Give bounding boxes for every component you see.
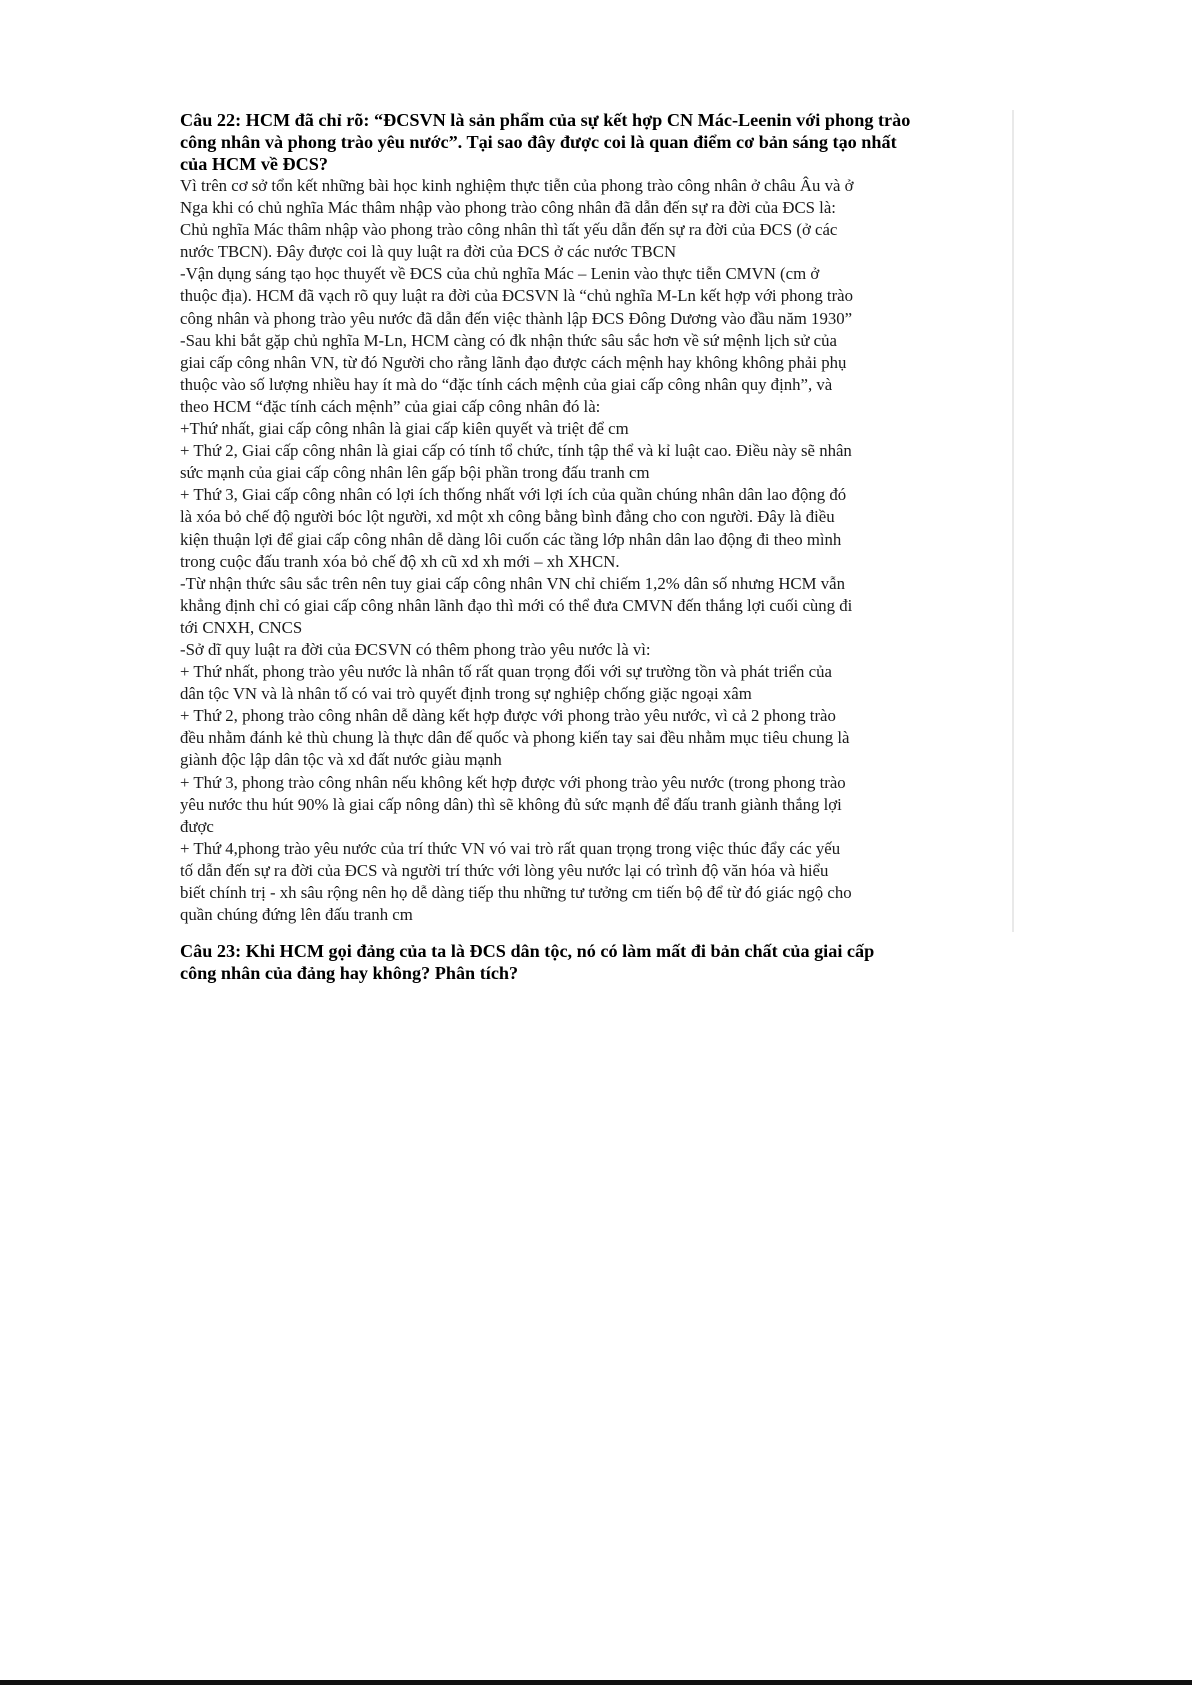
- answer-line: quần chúng đứng lên đấu tranh cm: [180, 905, 413, 925]
- answer-line: Nga khi có chủ nghĩa Mác thâm nhập vào phong trào công nhân đã dẫn đến sự ra đời của ĐCS là:: [180, 198, 836, 218]
- question-22-heading-line: công nhân và phong trào yêu nước”. Tại sao đây được coi là quan điểm cơ bản sáng tạo nhất: [180, 132, 897, 152]
- question-22-heading: [180, 109, 960, 175]
- question-22-heading-line: của HCM về ĐCS?: [180, 154, 329, 174]
- answer-line: + Thứ 2, Giai cấp công nhân là giai cấp có tính tổ chức, tính tập thể và kỉ luật cao. Điều này sẽ nhân: [180, 441, 852, 461]
- question-22-heading-line: Câu 22: HCM đã chỉ rõ: “ĐCSVN là sản phẩm của sự kết hợp CN Mác-Leenin với phong trào: [180, 110, 911, 130]
- answer-line: biết chính trị - xh sâu rộng nên họ dễ dàng tiếp thu những tư tưởng cm tiến bộ để từ đó giác ngộ cho: [180, 883, 852, 902]
- answer-line: công nhân và phong trào yêu nước đã dẫn đến việc thành lập ĐCS Đông Dương vào đầu năm 1930”: [180, 308, 853, 328]
- answer-line: -Vận dụng sáng tạo học thuyết về ĐCS của chủ nghĩa Mác – Lenin vào thực tiễn CMVN (cm ở: [180, 264, 820, 284]
- answer-line: nước TBCN). Đây được coi là quy luật ra đời của ĐCS ở các nước TBCN: [180, 242, 677, 262]
- answer-line: dân tộc VN và là nhân tố có vai trò quyết định trong sự nghiệp chống giặc ngoại xâm: [180, 684, 752, 704]
- answer-line: tố dẫn đến sự ra đời của ĐCS và người trí thức với lòng yêu nước lại có trình độ văn hóa và hiểu: [180, 860, 829, 880]
- answer-line: thuộc địa). HCM đã vạch rõ quy luật ra đời của ĐCSVN là “chủ nghĩa M-Ln kết hợp với phong trào: [180, 286, 854, 306]
- question-23-heading-line: Câu 23: Khi HCM gọi đảng của ta là ĐCS dân tộc, nó có làm mất đi bản chất của giai cấp: [180, 941, 875, 962]
- question-22-answer: [180, 175, 960, 926]
- answer-line: giai cấp công nhân VN, từ đó Người cho rằng lãnh đạo được cách mệnh hay không không phải phụ: [180, 352, 847, 372]
- question-23-heading: [180, 940, 960, 984]
- answer-line: Vì trên cơ sở tổn kết những bài học kinh nghiệm thực tiễn của phong trào công nhân ở châu Âu và ở: [180, 176, 854, 195]
- answer-line: yêu nước thu hút 90% là giai cấp nông dân) thì sẽ không đủ sức mạnh để đấu tranh giành thắng lợi: [180, 794, 842, 814]
- answer-line: -Sau khi bắt gặp chủ nghĩa M-Ln, HCM càng có đk nhận thức sâu sắc hơn về sứ mệnh lịch sử của: [180, 330, 837, 350]
- answer-line: kiện thuận lợi để giai cấp công nhân dễ dàng lôi cuốn các tầng lớp nhân dân lao động đi theo mình: [180, 529, 842, 549]
- page-edge-line: [1012, 110, 1014, 932]
- answer-line: -Sở dĩ quy luật ra đời của ĐCSVN có thêm phong trào yêu nước là vì:: [180, 639, 651, 659]
- answer-line: +Thứ nhất, giai cấp công nhân là giai cấp kiên quyết và triệt để cm: [180, 419, 629, 439]
- answer-line: đều nhằm đánh kẻ thù chung là thực dân đế quốc và phong kiến tay sai đều nhằm mục tiêu chung là: [180, 728, 850, 748]
- answer-line: giành độc lập dân tộc và xd đất nước giàu mạnh: [180, 750, 502, 770]
- answer-line: -Từ nhận thức sâu sắc trên nên tuy giai cấp công nhân VN chỉ chiếm 1,2% dân số nhưng HCM vẫn: [180, 573, 845, 593]
- answer-line: + Thứ 3, phong trào công nhân nếu không kết hợp được với phong trào yêu nước (trong phong trào: [180, 772, 846, 792]
- answer-line: + Thứ nhất, phong trào yêu nước là nhân tố rất quan trọng đối với sự trường tồn và phát triển của: [180, 662, 832, 682]
- answer-line: được: [180, 816, 214, 836]
- answer-line: + Thứ 4,phong trào yêu nước của trí thức VN vó vai trò rất quan trọng trong việc thúc đẩy các yếu: [180, 838, 841, 858]
- answer-line: + Thứ 3, Giai cấp công nhân có lợi ích thống nhất với lợi ích của quần chúng nhân dân lao động đó: [180, 485, 847, 505]
- answer-line: theo HCM “đặc tính cách mệnh” của giai cấp công nhân đó là:: [180, 396, 601, 416]
- answer-line: + Thứ 2, phong trào công nhân dễ dàng kết hợp được với phong trào yêu nước, vì cả 2 phong trào: [180, 706, 836, 726]
- answer-line: thuộc vào số lượng nhiều hay ít mà do “đặc tính cách mệnh của giai cấp công nhân quy định”, và: [180, 374, 833, 394]
- document-content: [180, 109, 960, 984]
- answer-line: tới CNXH, CNCS: [180, 617, 303, 637]
- answer-line: khẳng định chỉ có giai cấp công nhân lãnh đạo thì mới có thể đưa CMVN đến thắng lợi cuối cùng đi: [180, 595, 853, 615]
- answer-line: là xóa bỏ chế độ người bóc lột người, xd một xh công bằng bình đẳng cho con người. Đây là điều: [180, 507, 835, 527]
- question-23-heading-line: công nhân của đảng hay không? Phân tích?: [180, 963, 519, 984]
- answer-line: trong cuộc đấu tranh xóa bỏ chế độ xh cũ xd xh mới – xh XHCN.: [180, 551, 620, 571]
- answer-line: Chủ nghĩa Mác thâm nhập vào phong trào công nhân thì tất yếu dẫn đến sự ra đời của ĐCS (ở các: [180, 220, 838, 240]
- answer-line: sức mạnh của giai cấp công nhân lên gấp bội phần trong đấu tranh cm: [180, 463, 650, 483]
- page-bottom-edge: [0, 1680, 1192, 1685]
